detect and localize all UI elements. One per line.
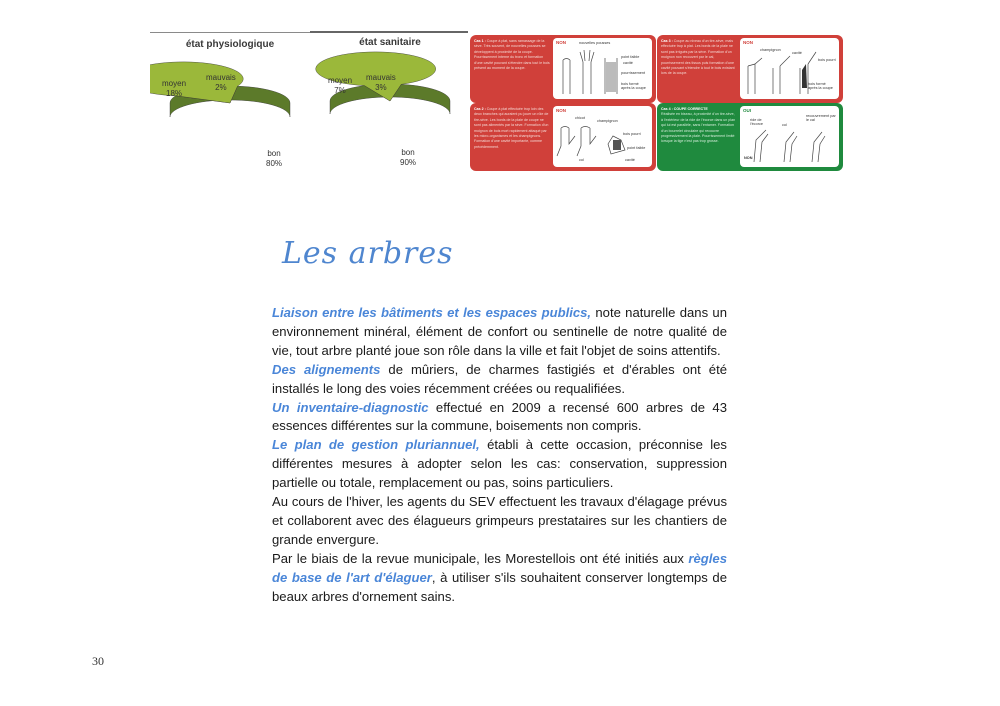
paragraph-text: de mûriers, de charmes fastigiés et d'érables ont été installés le long des voies récemment créées ou requalifiées. <box>272 361 728 396</box>
fig-label: champignon <box>760 48 781 52</box>
case-2-text <box>474 107 550 150</box>
fig-label: ride de l'écorce <box>750 118 763 126</box>
fig-label: champignon <box>597 119 618 123</box>
label-bon-pct: 90% <box>400 158 417 167</box>
case-description: Coupe au niveau d'un tire-sève, mais effectuée trop à plat. Les bords de la plaie ne sont pas irrigués par la sève. Formation d'un moignon non recouvert par le cal, pourrissement des tissus puis formation d'une cavité pouvant s'étendre à tout le bois existant lors de la coupe. <box>661 39 735 76</box>
case-1-panel <box>470 35 656 103</box>
label-bon <box>400 148 416 168</box>
label-mauvais <box>366 73 396 93</box>
fig-label: NON <box>744 156 753 160</box>
highlight-text: règles de base de l'art d'élaguer <box>272 550 727 585</box>
case-description: Réalisée en biseau, à proximité d'un tire-sève, à l'extérieur de la ride de l'écorce dans un plan qui lui est parallèle, sans l'entamer. Formation d'un bourrelet circulaire qui recouvre progressivement la plaie. Pourrissement limité lorsque la tige n'est pas trop grosse. <box>661 112 736 144</box>
paragraph-text: effectué en 2009 a recensé 600 arbres de 43 essences différentes sur la commune, boisements non compris. <box>272 399 727 434</box>
pie-chart-physiologique <box>150 33 310 198</box>
paragraph-text: Par le biais de la revue municipale, les Morestellois ont été initiés aux <box>272 550 689 566</box>
label-bon-name: bon <box>267 149 281 158</box>
branch-cut-illustration <box>553 106 652 167</box>
label-bon-name: bon <box>401 148 415 157</box>
fig-label: recouvrement par le cal <box>806 114 836 122</box>
pie-chart-sanitaire <box>310 33 470 198</box>
label-mauvais-pct: 2% <box>215 83 227 92</box>
paragraph-3 <box>272 399 727 437</box>
fig-label: pourrissement <box>621 71 646 75</box>
label-bon <box>266 149 282 169</box>
case-3-figure <box>740 38 839 99</box>
verdict-tag: OUI <box>743 108 752 113</box>
fig-label: nouvelles pousses <box>579 41 611 45</box>
fig-label: col <box>579 158 584 162</box>
label-mauvais-name: mauvais <box>206 73 236 82</box>
label-moyen <box>162 79 186 99</box>
label-mauvais <box>206 73 236 93</box>
pie-svg <box>150 33 310 198</box>
fig-label: cavité <box>623 61 633 65</box>
fig-label: point faible <box>627 146 646 150</box>
case-4-figure <box>740 106 839 167</box>
fig-label: cavité <box>625 158 635 162</box>
verdict-tag: NON <box>556 108 566 113</box>
case-heading: Cas 1 : <box>474 39 486 43</box>
label-moyen-name: moyen <box>162 79 187 88</box>
fig-label: bois pourri <box>818 58 836 62</box>
label-moyen-pct: 7% <box>334 86 346 95</box>
fig-label: col <box>782 123 787 127</box>
verdict-tag: NON <box>556 40 566 45</box>
paragraph-text: , à utiliser s'ils souhaitent conserver longtemps de beaux arbres d'ornement sains. <box>272 569 727 604</box>
section-heading: Les arbres <box>282 236 454 271</box>
paragraph-text: note naturelle dans un environnement minéral, élément de confort ou sentinelle de notre qualité de vie, tout arbre planté joue son rôle dans la ville et fait l'objet de soins attentifs. <box>272 305 727 358</box>
paragraph-text: établi à cette occasion, préconnise les différentes mesures à adopter selon les cas: conservation, suppression partielle ou totale, remplacement ou pas, soins particuliers. <box>272 437 727 491</box>
fig-label: bois formé après la coupe <box>808 82 833 90</box>
page-number: 30 <box>92 654 104 668</box>
label-moyen <box>328 76 352 96</box>
fig-label: cavité <box>792 51 802 55</box>
case-1-text <box>474 39 550 71</box>
case-description: Coupe à plat effectuée trop loin des deux branches qui auraient pu jouer un rôle de tire-sève. Les bords de la plaie de coupe ne sont pas alimentés par la sève. Formation d'un moignon de bois mort rapidement attaqué par les micro-organismes et les champignons. Formation d'une cavité importante, comme précédemment. <box>474 107 549 149</box>
fig-label: bois formé après la coupe <box>621 82 646 90</box>
case-heading: Cas 4 : COUPE CORRECTE <box>661 107 708 111</box>
case-2-panel <box>470 103 656 171</box>
case-2-figure <box>553 106 652 167</box>
case-4-panel <box>657 103 843 171</box>
verdict-tag: NON <box>743 40 753 45</box>
case-heading: Cas 3 : <box>661 39 673 43</box>
highlight-text: Liaison entre les bâtiments et les espaces publics, <box>272 305 592 320</box>
pie-title: état sanitaire <box>359 37 421 48</box>
case-4-text <box>661 107 737 145</box>
label-mauvais-name: mauvais <box>366 73 396 82</box>
paragraph-1 <box>272 304 727 361</box>
highlight-text: Un inventaire-diagnostic <box>272 399 429 415</box>
highlight-text: Le plan de gestion pluriannuel, <box>272 437 480 453</box>
pie-title: état physiologique <box>185 39 275 50</box>
article-body <box>272 304 727 607</box>
label-mauvais-pct: 3% <box>375 83 387 92</box>
fig-label: point faible <box>621 55 640 59</box>
paragraph-4 <box>272 436 727 493</box>
paragraph-6 <box>272 550 727 607</box>
case-description: Coupe à plat, sans ramassage de la sève. Très souvent, de nouvelles pousses se développent à proximité de la coupe. Pourrissement interne du tronc et formation d'une cavité pouvant s'étendre dans tout le bois présent au moment de la coupe. <box>474 39 550 71</box>
label-moyen-name: moyen <box>328 76 353 85</box>
fig-label: bois pourri <box>623 132 641 136</box>
pie-svg <box>310 33 470 198</box>
highlight-text: Des alignements <box>272 361 381 377</box>
label-moyen-pct: 18% <box>166 89 183 98</box>
paragraph-5: Au cours de l'hiver, les agents du SEV effectuent les travaux d'élagage prévus et collaborent avec des élagueurs grimpeurs prestataires sur les chantiers de grande envergure. <box>272 494 727 547</box>
case-3-panel <box>657 35 843 103</box>
label-bon-pct: 80% <box>266 159 283 168</box>
case-1-figure <box>553 38 652 99</box>
fig-label: chicot <box>575 116 585 120</box>
paragraph-2 <box>272 361 727 399</box>
case-3-text <box>661 39 737 77</box>
case-heading: Cas 2 : <box>474 107 486 111</box>
